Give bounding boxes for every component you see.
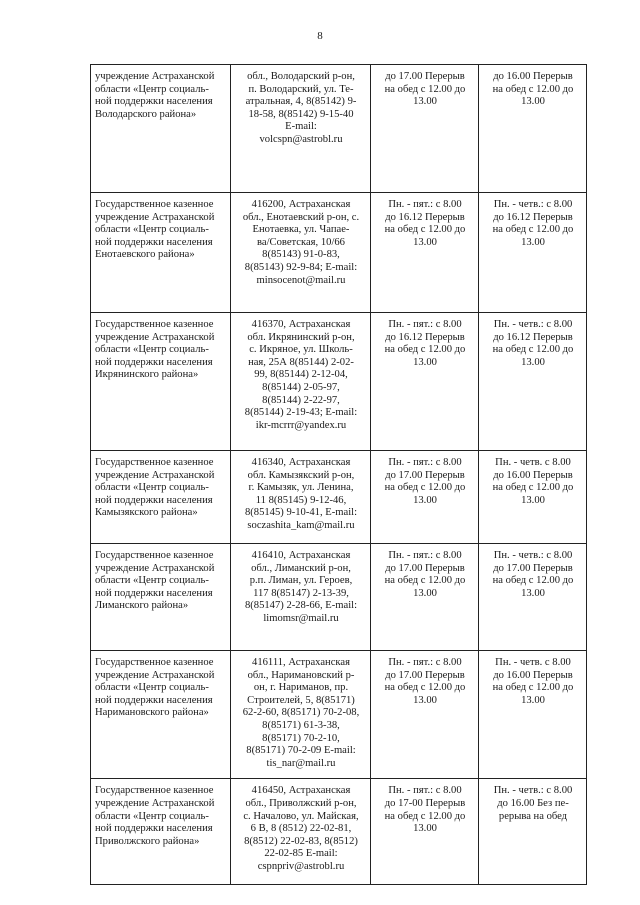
cell-text-line: E-mail:	[285, 121, 317, 133]
cell-text-line: 8(85147) 2-28-66, E-mail:	[244, 600, 358, 612]
table-row	[91, 544, 587, 651]
cell-text-line: ikr-mcrrr@yandex.ru	[255, 419, 347, 431]
cell-text-line: области «Центр социаль-	[95, 575, 209, 587]
institution-name-cell	[91, 651, 231, 779]
schedule-mon-fri-cell	[371, 65, 479, 193]
cell-text-line: области «Центр социаль-	[95, 224, 209, 236]
cell-text-line: Пн. - пят.: с 8.00	[388, 785, 462, 797]
cell-text-line: 13.00	[413, 694, 437, 706]
cell-text-line: Строителей, 5, 8(85171)	[247, 694, 355, 706]
schedule-mon-fri-cell	[371, 451, 479, 544]
schedule-mon-fri-cell	[371, 779, 479, 885]
schedule-mon-fri-cell	[371, 651, 479, 779]
cell-text-line: 18-58, 8(85142) 9-15-40	[248, 108, 354, 120]
cell-text-line: области «Центр социаль-	[95, 83, 209, 95]
cell-text-line: ной поддержки населения	[95, 356, 213, 368]
cell-text-line: Государственное казенное	[95, 785, 214, 797]
cell-text-line: Государственное казенное	[95, 550, 214, 561]
cell-text-line: Пн. - четв. с 8.00	[495, 657, 571, 668]
schedule-mon-thu-cell	[479, 651, 587, 779]
table-row	[91, 193, 587, 313]
cell-text-line: обл. Камызякский р-он,	[247, 469, 355, 481]
cell-text-line: до 17-00 Перерыв	[384, 797, 466, 809]
address-cell	[231, 193, 371, 313]
cell-text-line: до 16.12 Перерыв	[385, 211, 465, 223]
cell-text-line: cspnpriv@astrobl.ru	[257, 860, 345, 872]
cell-text-line: Пн. - четв.: с 8.00	[493, 785, 573, 797]
schedule-mon-thu-cell	[479, 779, 587, 885]
cell-text-line: обл., Лиманский р-он,	[251, 562, 351, 574]
cell-text-line: до 16.00 Перерыв	[493, 669, 573, 681]
schedule-mon-fri-cell	[371, 544, 479, 651]
cell-text-line: 8(85144) 2-05-97,	[262, 381, 340, 393]
cell-text-line: ной поддержки населения	[95, 236, 213, 248]
address-cell	[231, 544, 371, 651]
cell-text-line: 8(85171) 70-2-10,	[262, 732, 340, 744]
cell-text-line: области «Центр социаль-	[95, 682, 209, 694]
cell-text-line: 13.00	[413, 823, 437, 835]
cell-text-line: Пн. - четв.: с 8.00	[493, 550, 573, 561]
address-cell	[231, 451, 371, 544]
cell-text-line: 117 8(85147) 2-13-39,	[253, 587, 349, 599]
cell-text-line: на обед с 12.00 до	[384, 810, 466, 822]
table-row	[91, 779, 587, 885]
cell-text-line: учреждение Астраханской	[95, 331, 215, 343]
cell-text-line: на обед с 12.00 до	[384, 83, 466, 95]
table-row	[91, 313, 587, 451]
cell-text-line: Государственное казенное	[95, 457, 214, 468]
cell-text-line: до 16.00 Без пе-	[497, 797, 569, 809]
cell-text-line: ная, 25А 8(85144) 2-02-	[248, 356, 354, 368]
cell-text-line: 8(8512) 22-02-83, 8(8512)	[244, 835, 358, 847]
cell-text-line: обл. Икрянинский р-он,	[247, 331, 355, 343]
cell-text-line: на обед с 12.00 до	[492, 224, 574, 236]
cell-text-line: Пн. - пят.: с 8.00	[388, 550, 462, 561]
cell-text-line: до 16.12 Перерыв	[385, 331, 465, 343]
institution-name-cell	[91, 451, 231, 544]
cell-text-line: 13.00	[413, 96, 437, 108]
cell-text-line: 416410, Астраханская	[251, 550, 351, 561]
cell-text-line: на обед с 12.00 до	[492, 682, 574, 694]
cell-text-line: на обед с 12.00 до	[384, 344, 466, 356]
address-cell	[231, 313, 371, 451]
table-row	[91, 451, 587, 544]
cell-text-line: 8(85145) 9-10-41, E-mail:	[244, 507, 358, 519]
cell-text-line: 99, 8(85144) 2-12-04,	[254, 369, 348, 381]
cell-text-line: учреждение Астраханской	[95, 211, 215, 223]
cell-text-line: Икрянинского района»	[95, 369, 199, 381]
cell-text-line: учреждение Астраханской	[95, 71, 215, 82]
institution-name-cell	[91, 779, 231, 885]
cell-text-line: рерыва на обед	[498, 810, 568, 822]
cell-text-line: soczashita_kam@mail.ru	[247, 519, 355, 531]
address-cell	[231, 651, 371, 779]
cell-text-line: обл., Приволжский р-он,	[245, 797, 357, 809]
cell-text-line: на обед с 12.00 до	[384, 224, 466, 236]
schedule-mon-thu-cell	[479, 313, 587, 451]
cell-text-line: 13.00	[521, 587, 545, 599]
schedule-mon-thu-cell	[479, 451, 587, 544]
cell-text-line: ной поддержки населения	[95, 96, 213, 108]
schedule-mon-thu-cell	[479, 193, 587, 313]
cell-text-line: до 17.00 Перерыв	[385, 669, 465, 681]
cell-text-line: учреждение Астраханской	[95, 669, 215, 681]
cell-text-line: Камызякского района»	[95, 507, 198, 519]
cell-text-line: 8(85144) 2-19-43; E-mail:	[244, 407, 358, 419]
cell-text-line: с. Началово, ул. Майская,	[243, 810, 359, 822]
cell-text-line: Пн. - четв. с 8.00	[495, 457, 571, 468]
page-number: 8	[317, 30, 323, 42]
cell-text-line: 13.00	[413, 236, 437, 248]
schedule-mon-fri-cell	[371, 313, 479, 451]
cell-text-line: 22-02-85 E-mail:	[264, 848, 338, 860]
cell-text-line: Пн. - четв.: с 8.00	[493, 319, 573, 330]
table-body	[91, 65, 587, 885]
schedule-mon-fri-cell	[371, 193, 479, 313]
cell-text-line: обл., Енотаевский р-он, с.	[242, 211, 360, 223]
cell-text-line: ной поддержки населения	[95, 823, 213, 835]
institution-name-cell	[91, 65, 231, 193]
cell-text-line: обл., Наримановский р-	[247, 669, 355, 681]
cell-text-line: 62-2-60, 8(85171) 70-2-08,	[242, 707, 360, 719]
institution-name-cell	[91, 544, 231, 651]
cell-text-line: на обед с 12.00 до	[492, 482, 574, 494]
cell-text-line: 8(85144) 2-22-97,	[262, 394, 340, 406]
cell-text-line: ной поддержки населения	[95, 587, 213, 599]
cell-text-line: Приволжского района»	[95, 835, 200, 847]
cell-text-line: Пн. - пят.: с 8.00	[388, 657, 462, 668]
cell-text-line: на обед с 12.00 до	[384, 482, 466, 494]
cell-text-line: ной поддержки населения	[95, 694, 213, 706]
cell-text-line: Пн. - четв.: с 8.00	[493, 199, 573, 210]
cell-text-line: 8(85143) 92-9-84; E-mail:	[244, 261, 358, 273]
cell-text-line: р.п. Лиман, ул. Героев,	[249, 575, 353, 587]
cell-text-line: на обед с 12.00 до	[492, 83, 574, 95]
cell-text-line: 416450, Астраханская	[251, 785, 351, 797]
cell-text-line: до 16.00 Перерыв	[493, 469, 573, 481]
cell-text-line: 13.00	[521, 356, 545, 368]
cell-text-line: области «Центр социаль-	[95, 810, 209, 822]
cell-text-line: 416200, Астраханская	[251, 199, 351, 210]
institutions-table	[90, 64, 587, 885]
institution-name-cell	[91, 193, 231, 313]
cell-text-line: Государственное казенное	[95, 657, 214, 668]
table-row	[91, 65, 587, 193]
cell-text-line: 13.00	[413, 587, 437, 599]
cell-text-line: учреждение Астраханской	[95, 469, 215, 481]
cell-text-line: до 17.00 Перерыв	[493, 562, 573, 574]
schedule-mon-thu-cell	[479, 65, 587, 193]
cell-text-line: Пн. - пят.: с 8.00	[388, 199, 462, 210]
address-cell	[231, 65, 371, 193]
cell-text-line: на обед с 12.00 до	[384, 575, 466, 587]
cell-text-line: Енотаевка, ул. Чапае-	[252, 224, 350, 236]
cell-text-line: учреждение Астраханской	[95, 797, 215, 809]
cell-text-line: limomsr@mail.ru	[263, 612, 339, 624]
cell-text-line: 416370, Астраханская	[251, 319, 351, 330]
cell-text-line: minsocenot@mail.ru	[256, 274, 346, 286]
table-row	[91, 651, 587, 779]
cell-text-line: ва/Советская, 10/66	[257, 236, 345, 248]
schedule-mon-thu-cell	[479, 544, 587, 651]
cell-text-line: Наримановского района»	[95, 707, 209, 719]
cell-text-line: до 16.12 Перерыв	[493, 331, 573, 343]
cell-text-line: Лиманского района»	[95, 600, 189, 612]
cell-text-line: атральная, 4, 8(85142) 9-	[245, 96, 357, 108]
cell-text-line: ной поддержки населения	[95, 494, 213, 506]
cell-text-line: до 17.00 Перерыв	[385, 469, 465, 481]
cell-text-line: с. Икряное, ул. Школь-	[249, 344, 353, 356]
cell-text-line: 13.00	[413, 356, 437, 368]
cell-text-line: на обед с 12.00 до	[492, 344, 574, 356]
cell-text-line: обл., Володарский р-он,	[247, 71, 355, 82]
cell-text-line: Государственное казенное	[95, 199, 214, 210]
cell-text-line: до 16.12 Перерыв	[493, 211, 573, 223]
cell-text-line: Пн. - пят.: с 8.00	[388, 319, 462, 330]
cell-text-line: volcspn@astrobl.ru	[259, 133, 343, 145]
cell-text-line: 13.00	[413, 494, 437, 506]
cell-text-line: до 16.00 Перерыв	[493, 71, 573, 82]
cell-text-line: Государственное казенное	[95, 319, 214, 330]
cell-text-line: области «Центр социаль-	[95, 482, 209, 494]
address-cell	[231, 779, 371, 885]
cell-text-line: 416111, Астраханская	[252, 657, 350, 668]
cell-text-line: tis_nar@mail.ru	[266, 757, 336, 769]
cell-text-line: 8(85171) 61-3-38,	[262, 719, 340, 731]
cell-text-line: он, г. Нариманов, пр.	[253, 682, 349, 694]
cell-text-line: Пн. - пят.: с 8.00	[388, 457, 462, 468]
cell-text-line: учреждение Астраханской	[95, 562, 215, 574]
cell-text-line: на обед с 12.00 до	[384, 682, 466, 694]
cell-text-line: 13.00	[521, 236, 545, 248]
cell-text-line: Володарского района»	[95, 108, 197, 120]
cell-text-line: г. Камызяк, ул. Ленина,	[248, 482, 354, 494]
cell-text-line: 13.00	[521, 694, 545, 706]
cell-text-line: 416340, Астраханская	[251, 457, 351, 468]
cell-text-line: 8(85171) 70-2-09 E-mail:	[246, 745, 356, 757]
cell-text-line: 11 8(85145) 9-12-46,	[255, 494, 347, 506]
cell-text-line: на обед с 12.00 до	[492, 575, 574, 587]
cell-text-line: 8(85143) 91-0-83,	[262, 249, 340, 261]
cell-text-line: Енотаевского района»	[95, 249, 195, 261]
cell-text-line: п. Володарский, ул. Те-	[248, 83, 354, 95]
cell-text-line: 13.00	[521, 96, 545, 108]
cell-text-line: 6 В, 8 (8512) 22-02-81,	[250, 823, 352, 835]
cell-text-line: области «Центр социаль-	[95, 344, 209, 356]
cell-text-line: до 17.00 Перерыв	[385, 71, 465, 82]
cell-text-line: до 17.00 Перерыв	[385, 562, 465, 574]
cell-text-line: 13.00	[521, 494, 545, 506]
institution-name-cell	[91, 313, 231, 451]
